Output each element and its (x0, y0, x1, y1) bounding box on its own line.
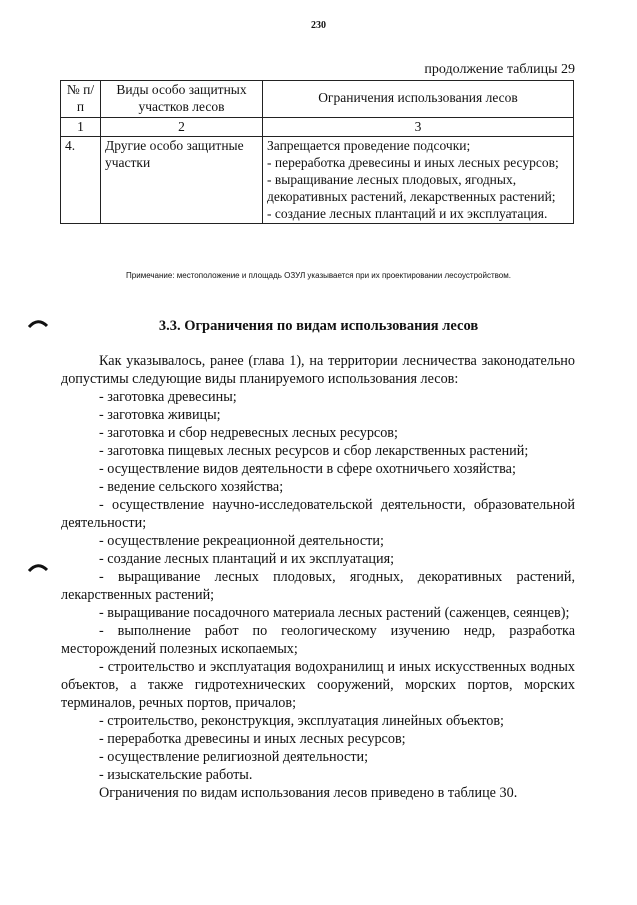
row-number: 4. (61, 137, 101, 224)
restriction-line: - переработка древесины и иных лесных ресурсов; (267, 155, 559, 171)
intro-paragraph: Как указывалось, ранее (глава 1), на территории лесничества законодательно допустимы следующие виды планируемого использования лесов: (61, 353, 575, 387)
list-item: - ведение сельского хозяйства; (99, 479, 284, 495)
table-header-row (61, 81, 574, 118)
list-item: - заготовка и сбор недревесных лесных ресурсов; (99, 425, 398, 441)
list-item: - строительство, реконструкция, эксплуатация линейных объектов; (99, 713, 504, 729)
restriction-line: Запрещается проведение подсочки; (267, 138, 471, 154)
page-number: 230 (311, 20, 326, 31)
row-restrictions (263, 137, 574, 224)
list-item: - строительство и эксплуатация водохранилищ и иных искусственных водных объектов, а также гидротехнических сооружений, морских портов, морских терминалов, речных портов, причалов; (61, 659, 575, 711)
header-number: № п/п (61, 81, 101, 118)
column-number: 1 (61, 117, 101, 137)
row-area-type: Другие особо защитные участки (101, 137, 263, 224)
table-note: Примечание: местоположение и площадь ОЗУЛ указывается при их проектировании лесоустройством. (126, 271, 511, 280)
restriction-line: - создание лесных плантаций и их эксплуатация. (267, 205, 548, 221)
conclusion-paragraph: Ограничения по видам использования лесов приведено в таблице 30. (99, 785, 518, 801)
list-item: - выполнение работ по геологическому изучению недр, разработка месторождений полезных ископаемых; (61, 623, 575, 657)
list-item: - выращивание лесных плодовых, ягодных, декоративных растений, лекарственных растений; (61, 569, 575, 603)
binder-hole-mark (28, 562, 48, 572)
restriction-line: - выращивание лесных плодовых, ягодных, декоративных растений, лекарственных растений; (267, 171, 556, 204)
header-restrictions: Ограничения использования лесов (263, 81, 574, 118)
table-continuation-label: продолжение таблицы 29 (424, 62, 575, 77)
list-item: - изыскательские работы. (99, 767, 253, 783)
header-area-type: Виды особо защитных участков лесов (101, 81, 263, 118)
column-number: 3 (263, 117, 574, 137)
section-title: 3.3. Ограничения по видам использования лесов (158, 318, 479, 334)
list-item: - осуществление видов деятельности в сфере охотничьего хозяйства; (99, 461, 516, 477)
column-number-row (61, 117, 574, 137)
list-item: - осуществление рекреационной деятельности; (99, 533, 384, 549)
list-item: - заготовка древесины; (99, 389, 237, 405)
list-item: - заготовка живицы; (99, 407, 221, 423)
list-item: - заготовка пищевых лесных ресурсов и сбор лекарственных растений; (99, 443, 529, 459)
list-item: - переработка древесины и иных лесных ресурсов; (99, 731, 406, 747)
section-body (61, 352, 575, 802)
list-item: - осуществление научно-исследовательской деятельности, образовательной деятельности; (61, 497, 575, 531)
list-item: - осуществление религиозной деятельности; (99, 749, 369, 765)
table-row (61, 137, 574, 224)
list-item: - выращивание посадочного материала лесных растений (саженцев, сеянцев); (99, 605, 570, 621)
protective-areas-table (60, 80, 574, 224)
column-number: 2 (101, 117, 263, 137)
list-item: - создание лесных плантаций и их эксплуатация; (99, 551, 395, 567)
